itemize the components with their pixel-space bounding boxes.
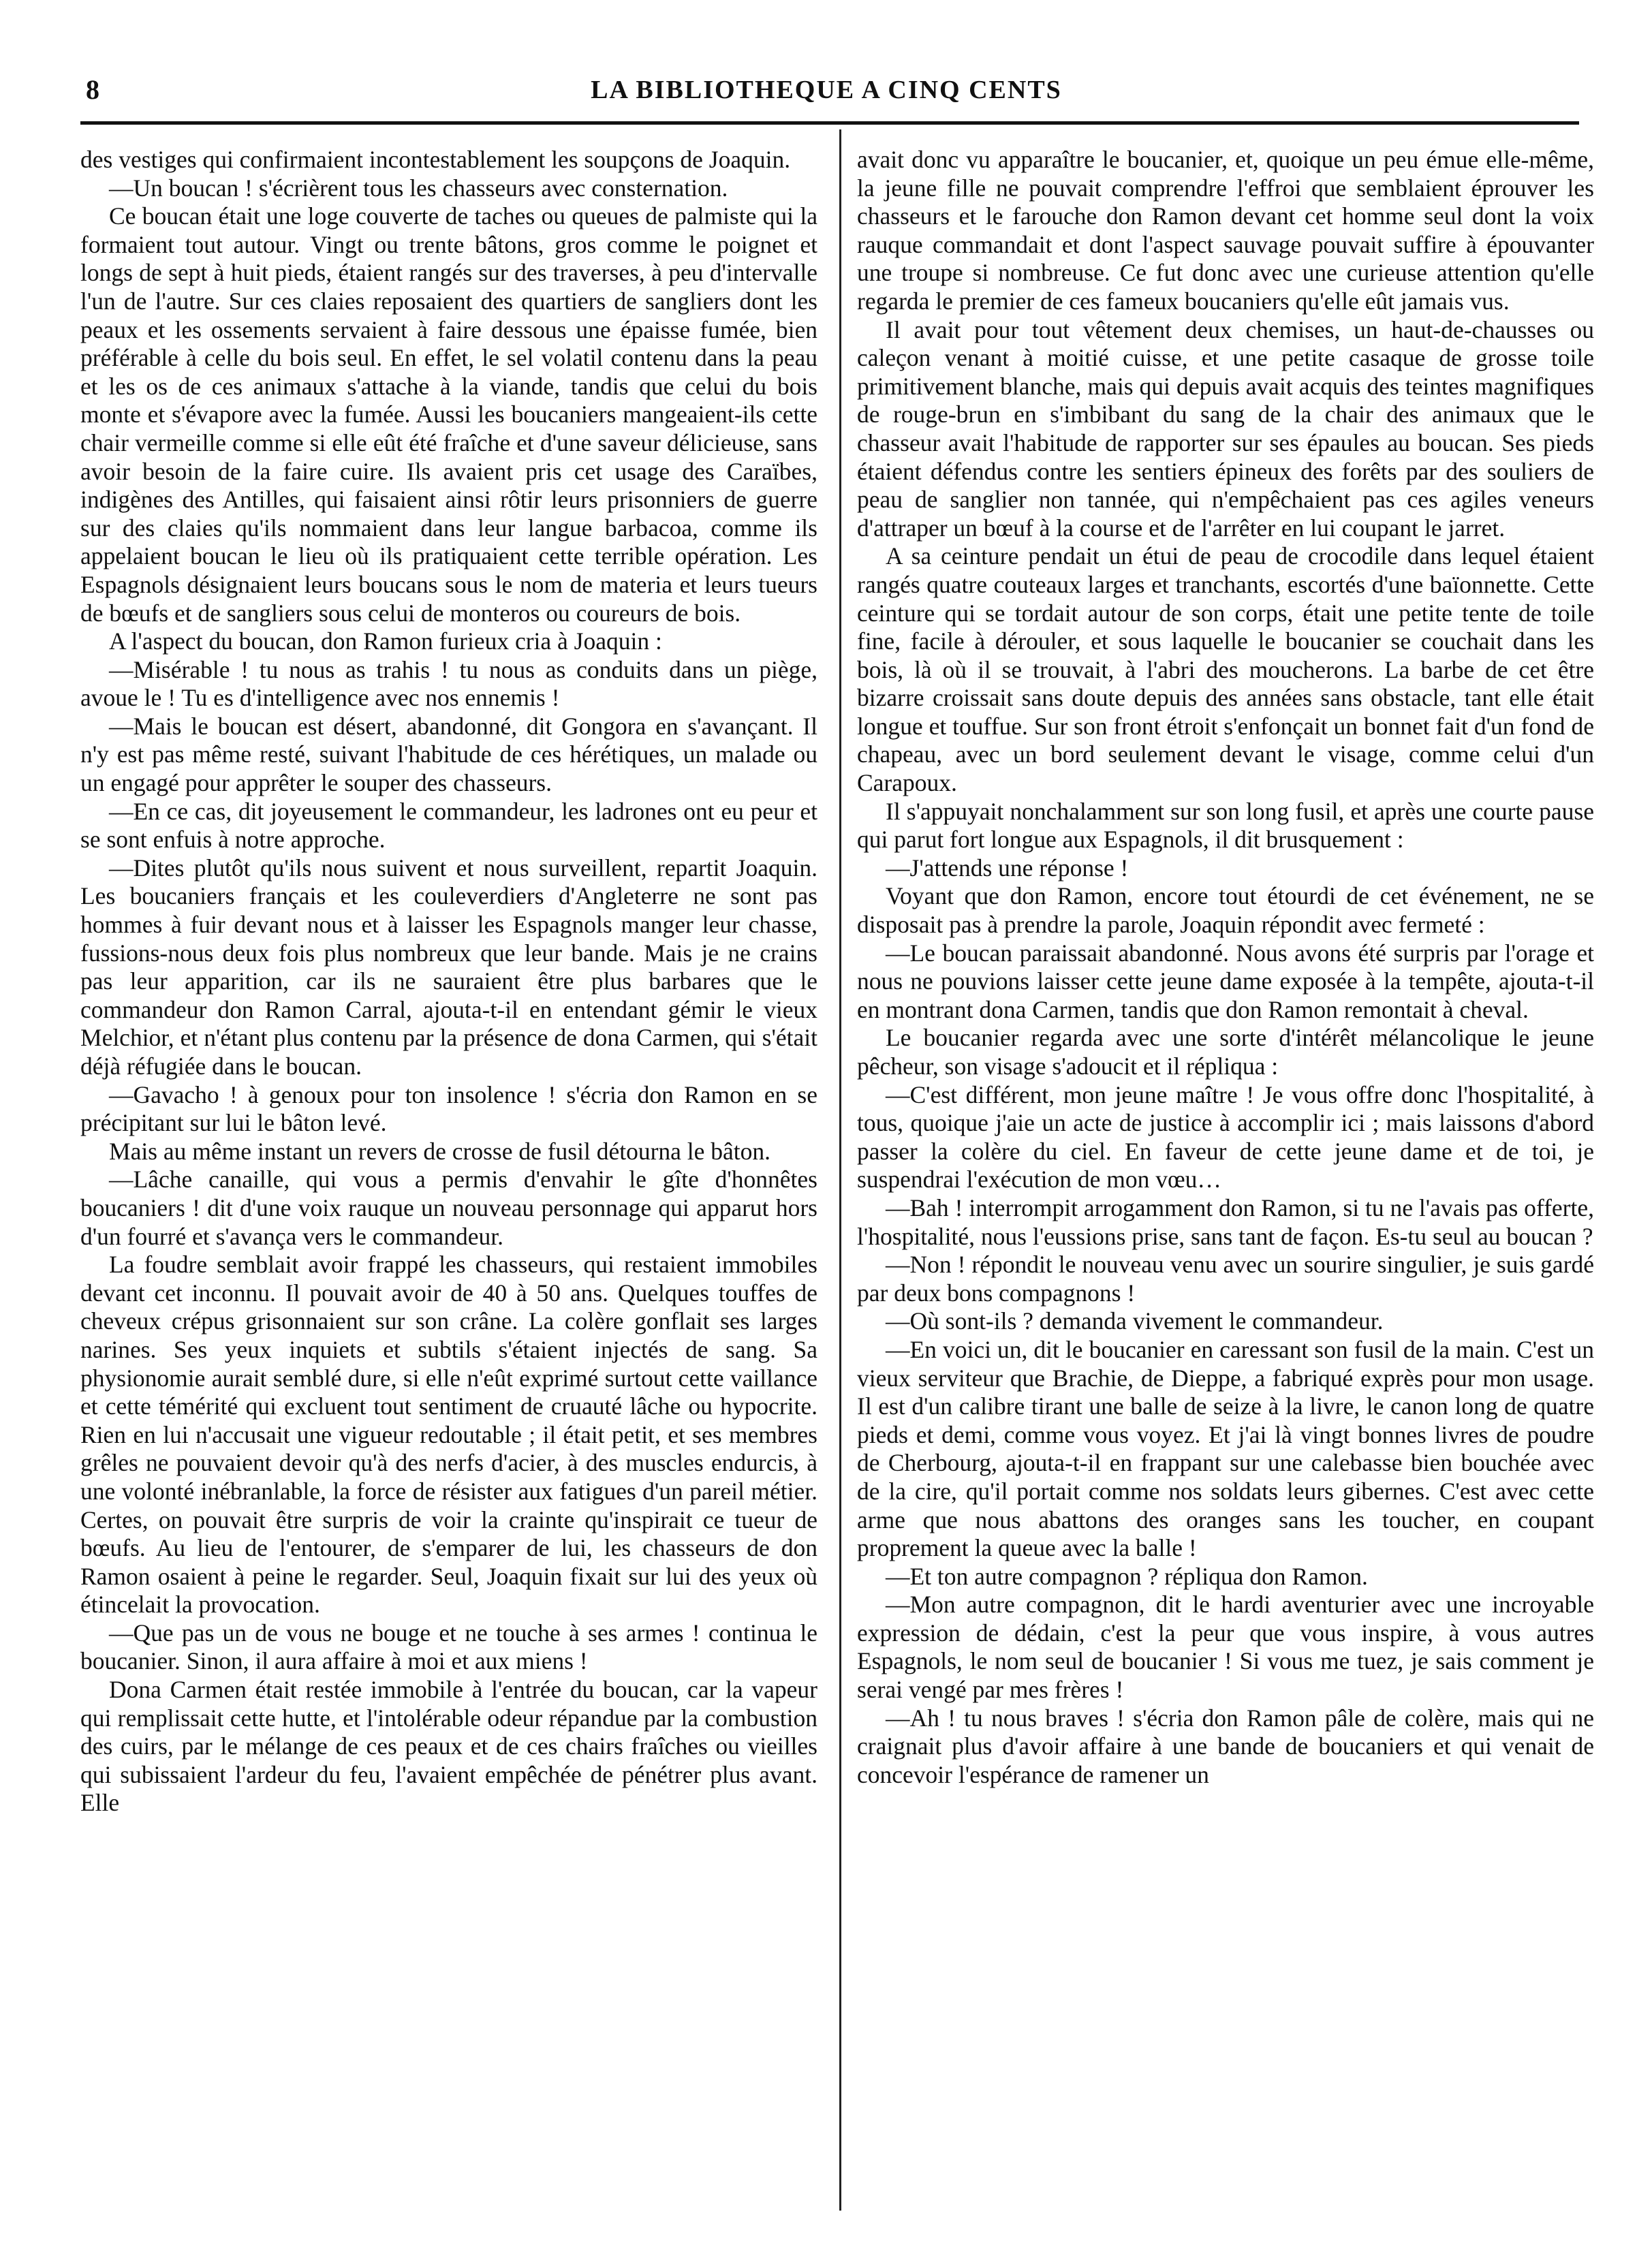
paragraph: Ce boucan était une loge couverte de taches ou queues de palmiste qui la formaient tout autour. Vingt ou trente bâtons, gros comme le poignet et longs de sept à huit pieds, étaient rangés sur des traverses, à peu d'intervalle l'un de l'autre. Sur ces claies reposaient des quartiers de sangliers dont les peaux et les ossements servaient à faire dessous une épaisse fumée, bien préférable à celle du bois seul. En effet, le sel volatil contenu dans la peau et les os de ces animaux s'attache à la viande, tandis que celui du bois monte et s'évapore avec la fumée. Aussi les boucaniers mangeaient-ils cette chair vermeille comme si elle eût été fraîche et d'une saveur délicieuse, sans avoir besoin de la faire cuire. Ils avaient pris cet usage des Caraïbes, indigènes des Antilles, qui faisaient ainsi rôtir leurs prisonniers de guerre sur des claies qu'ils nommaient dans leur langue barbacoa, comme ils appelaient boucan le lieu où ils pratiquaient cette terrible opération. Les Espagnols désignaient leurs boucans sous le nom de materia et leurs tueurs de bœufs et de sangliers sous celui de monteros ou coureurs de bois. xyxy=(80,202,817,627)
column-divider xyxy=(839,129,841,2211)
header-rule xyxy=(80,121,1579,125)
paragraph: —Lâche canaille, qui vous a permis d'envahir le gîte d'honnêtes boucaniers ! dit d'une voix rauque un nouveau personnage qui apparut hors d'un fourré et s'avança vers le commandeur. xyxy=(80,1166,817,1250)
paragraph: Le boucanier regarda avec une sorte d'intérêt mélancolique le jeune pêcheur, son visage s'adoucit et il répliqua : xyxy=(857,1024,1594,1080)
paragraph: Il s'appuyait nonchalamment sur son long fusil, et après une courte pause qui parut fort longue aux Espagnols, il dit brusquement : xyxy=(857,797,1594,854)
paragraph: —Ah ! tu nous braves ! s'écria don Ramon pâle de colère, mais qui ne craignait plus d'avoir affaire à une bande de boucaniers et qui venait de concevoir l'espérance de ramener un xyxy=(857,1704,1594,1788)
paragraph: Mais au même instant un revers de crosse de fusil détourna le bâton. xyxy=(109,1137,771,1165)
paragraph: —Un boucan ! s'écrièrent tous les chasseurs avec consternation. xyxy=(109,174,728,202)
paragraph: des vestiges qui confirmaient incontestablement les soupçons de Joaquin. xyxy=(80,146,791,173)
paragraph: —Gavacho ! à genoux pour ton insolence ! s'écria don Ramon en se précipitant sur lui le bâton levé. xyxy=(80,1080,817,1137)
left-column xyxy=(80,146,817,1818)
paragraph: —En ce cas, dit joyeusement le commandeur, les ladrones ont eu peur et se sont enfuis à notre approche. xyxy=(80,797,817,854)
paragraph: A l'aspect du boucan, don Ramon furieux cria à Joaquin : xyxy=(109,627,662,655)
paragraph: A sa ceinture pendait un étui de peau de crocodile dans lequel étaient rangés quatre couteaux larges et tranchants, escortés d'une baïonnette. Cette ceinture qui se tordait autour de son corps, était une petite tente de toile fine, facile à dérouler, et sous laquelle le boucanier se couchait dans les bois, là où il se trouvait, à l'abri des moucherons. La barbe de cet être bizarre croissait sans doute depuis des années sans obstacle, tant elle était longue et touffue. Sur son front étroit s'enfonçait un bonnet fait d'un fond de chapeau, avec un bord seulement devant le visage, comme celui d'un Carapoux. xyxy=(857,542,1594,797)
paragraph: —J'attends une réponse ! xyxy=(886,854,1129,882)
paragraph: —C'est différent, mon jeune maître ! Je vous offre donc l'hospitalité, à tous, quoique j'aie un acte de justice à accomplir ici ; mais laissons d'abord passer la colère du ciel. En faveur de cette jeune dame et de toi, je suspendrai l'exécution de mon vœu… xyxy=(857,1080,1594,1194)
paragraph: —Mon autre compagnon, dit le hardi aventurier avec une incroyable expression de dédain, c'est la peur que vous inspire, à vous autres Espagnols, le nom seul de boucanier ! Si vous me tuez, je sais comment je serai vengé par mes frères ! xyxy=(857,1591,1594,1704)
page-number: 8 xyxy=(86,74,99,105)
paragraph: —Misérable ! tu nous as trahis ! tu nous as conduits dans un piège, avoue le ! Tu es d'intelligence avec nos ennemis ! xyxy=(80,655,817,712)
right-column xyxy=(857,146,1594,1789)
paragraph: —Le boucan paraissait abandonné. Nous avons été surpris par l'orage et nous ne pouvions laisser cette jeune dame exposée à la tempête, ajouta-t-il en montrant dona Carmen, tandis que don Ramon remontait à cheval. xyxy=(857,939,1594,1023)
paragraph: Il avait pour tout vêtement deux chemises, un haut-de-chausses ou caleçon venant à moitié cuisse, et une petite casaque de grosse toile primitivement blanche, mais qui depuis avait acquis des teintes magnifiques de rouge-brun en s'imbibant du sang de la chair des animaux que le chasseur avait l'habitude de rapporter sur ses épaules au boucan. Ses pieds étaient défendus contre les sentiers épineux des forêts par des souliers de peau de sanglier non tannée, qui n'empêchaient pas ces agiles veneurs d'attraper un bœuf à la course et de l'arrêter en lui coupant le jarret. xyxy=(857,315,1594,542)
page-header xyxy=(67,74,1586,114)
paragraph: —En voici un, dit le boucanier en caressant son fusil de la main. C'est un vieux serviteur que Brachie, de Dieppe, a fabriqué exprès pour mon usage. Il est d'un calibre tirant une balle de seize à la livre, le canon long de quatre pieds et demi, comme vous voyez. Et j'ai là vingt bonnes livres de poudre de Cherbourg, ajouta-t-il en frappant sur une calebasse bien bouchée avec de la cire, qu'il portait comme nos soldats leurs gibernes. C'est avec cette arme que nous abattons des oranges sans les toucher, en coupant proprement la queue avec la balle ! xyxy=(857,1335,1594,1562)
paragraph: avait donc vu apparaître le boucanier, et, quoique un peu émue elle-même, la jeune fille ne pouvait comprendre l'effroi que semblaient éprouver les chasseurs et le farouche don Ramon devant cet homme seul dont la voix rauque commandait et dont l'aspect sauvage pouvait suffire à épouvanter une troupe si nombreuse. Ce fut donc avec une curieuse attention qu'elle regarda le premier de ces fameux boucaniers qu'elle eût jamais vus. xyxy=(857,146,1594,315)
paragraph: Voyant que don Ramon, encore tout étourdi de cet événement, ne se disposait pas à prendre la parole, Joaquin répondit avec fermeté : xyxy=(857,882,1594,939)
paragraph: La foudre semblait avoir frappé les chasseurs, qui restaient immobiles devant cet inconnu. Il pouvait avoir de 40 à 50 ans. Quelques touffes de cheveux crépus grisonnaient sur son crâne. La colère gonflait ses larges narines. Ses yeux inquiets et subtils s'étaient injectés de sang. Sa physionomie aurait semblé dure, si elle n'eût exprimé surtout cette vaillance et cette témérité qui excluent tout sentiment de cruauté lâche ou hypocrite. Rien en lui n'accusait une vigueur redoutable ; il était petit, et ses membres grêles ne pouvaient devoir qu'à des nerfs d'acier, à des muscles endurcis, à une volonté inébranlable, la force de résister aux fatigues d'un pareil métier. Certes, on pouvait être surpris de voir la crainte qu'inspirait ce tueur de bœufs. Au lieu de l'entourer, de s'emparer de lui, les chasseurs de don Ramon osaient à peine le regarder. Seul, Joaquin fixait sur lui des yeux où étincelait la provocation. xyxy=(80,1251,817,1619)
paragraph: —Dites plutôt qu'ils nous suivent et nous surveillent, repartit Joaquin. Les boucaniers français et les couleverdiers d'Angleterre ne sont pas hommes à fuir devant nous et à laisser les Espagnols manger leur chasse, fussions-nous deux fois plus nombreux que leur bande. Mais je ne crains pas leur apparition, car ils ne sauraient être plus barbares que le commandeur don Ramon Carral, ajouta-t-il en entendant gémir le vieux Melchior, et n'étant plus contenu par la présence de dona Carmen, qui s'était déjà réfugiée dans le boucan. xyxy=(80,854,817,1080)
paragraph: —Bah ! interrompit arrogamment don Ramon, si tu ne l'avais pas offerte, l'hospitalité, nous l'eussions prise, sans tant de façon. Es-tu seul au boucan ? xyxy=(857,1194,1594,1250)
paragraph: —Et ton autre compagnon ? répliqua don Ramon. xyxy=(886,1562,1368,1590)
paragraph: —Que pas un de vous ne bouge et ne touche à ses armes ! continua le boucanier. Sinon, il aura affaire à moi et aux miens ! xyxy=(80,1619,817,1675)
journal-title: LA BIBLIOTHEQUE A CINQ CENTS xyxy=(591,76,1062,104)
paragraph: Dona Carmen était restée immobile à l'entrée du boucan, car la vapeur qui remplissait cette hutte, et l'intolérable odeur répandue par la combustion des cuirs, par le mélange de ces peaux et de ces chairs fraîches ou vieilles qui subissaient l'ardeur du feu, l'avaient empêchée de pénétrer plus avant. Elle xyxy=(80,1676,817,1817)
paragraph: —Mais le boucan est désert, abandonné, dit Gongora en s'avançant. Il n'y est pas même resté, suivant l'habitude de ces hérétiques, un malade ou un engagé pour apprêter le souper des chasseurs. xyxy=(80,712,817,797)
paragraph: —Non ! répondit le nouveau venu avec un sourire singulier, je suis gardé par deux bons compagnons ! xyxy=(857,1251,1594,1307)
paragraph: —Où sont-ils ? demanda vivement le commandeur. xyxy=(886,1307,1384,1335)
